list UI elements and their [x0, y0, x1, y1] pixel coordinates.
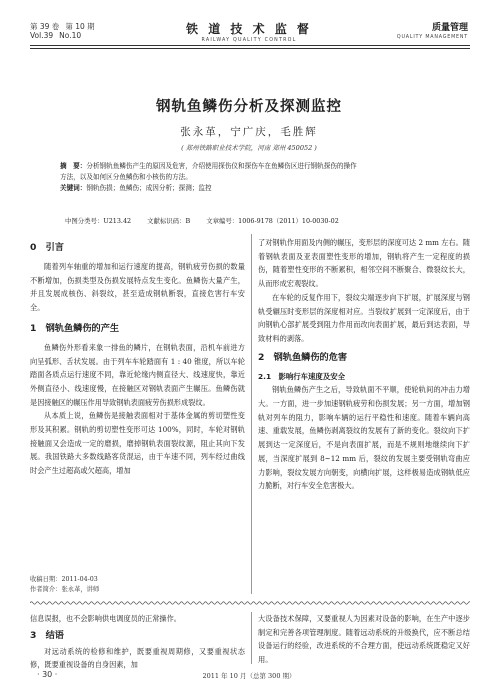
crack-paragraph: 在车轮的反复作用下，裂纹尖端逐步向下扩展，扩展深度与钢轨受辗压时变形层的深度相对应。当裂纹扩展到一定深度后，由于向钢轨心部扩展受到阻力作用而改向表面扩展，最后到达表面，导致材料的剥落。 [258, 292, 470, 343]
section-2-1-heading: 2.1 影响行车速度及安全 [258, 371, 345, 381]
article-title: 钢轨鱼鳞伤分析及探测监控 [156, 99, 342, 115]
issue-date: 2011 年 10 月（总第 300 期） [202, 672, 296, 680]
section-title-en: QUALITY MANAGEMENT [396, 35, 468, 40]
section-3-heading: 3 结语 [30, 629, 64, 641]
article-number: 文章编号：1006-9178（2011）10-0030-02 [206, 217, 339, 225]
section-title: 质量管理 [431, 23, 468, 33]
bottom-right-paragraph: 大设备技术保障，又要重视人为因素对设备的影响，在生产中逐步制定和完善各项管理制度。随着远动系统的升级换代，应不断总结设备运行的经验，改进系统的不合理方面，使远动系统既稳定又好用。 [258, 614, 470, 665]
journal-title-en: RAILWAY QUALITY CONTROL [201, 38, 297, 43]
clc-number: 中图分类号：U213.42 [65, 217, 132, 225]
bottom-left-paragraph-1: 信息误报，也不会影响供电调度员的正常操作。 [30, 614, 181, 623]
wavy-separator [30, 600, 470, 606]
bottom-right-column [258, 612, 470, 667]
issue-en: No.10 [59, 31, 82, 40]
journal-title: 铁 道 技 术 监 督 [186, 22, 312, 36]
abstract-block [60, 161, 440, 194]
classification-line [65, 216, 445, 225]
article-affiliation: ( 郑州铁路职业技术学院，河南 郑州 450052 ) [181, 144, 317, 152]
page-number: · 30 · [37, 670, 58, 679]
continued-paragraph: 了对钢轨作用面及内侧的辗压，变形层的深度可达 2 mm 左右。随着钢轨表面及亚表面塑性变形的增加，钢轨将产生一定程度的损伤，随着塑性变形的不断累积，相邻空间不断聚合、微裂纹长大，从而形成宏观裂纹。 [258, 238, 470, 289]
bottom-column-divider [251, 612, 252, 664]
left-column [30, 236, 245, 478]
section-1-paragraph-1: 鱼鳞伤外形看来象一排鱼的鳞片，在钢轨表面，沿机车前进方向呈弧形、舌状发展。由于列车车轮踏面有 1 : 40 锥度，所以车轮踏面各质点运行速度不同，靠近轮缘内侧直径大、线速度快，靠近外侧直径小、线速度慢，在接触区对钢轨表面产生辗压。鱼鳞伤就是因接触区的辗压作用导致钢轨表面疲劳伤损形成裂纹。 [30, 342, 245, 407]
bottom-left-paragraph-2: 对远动系统的检修和维护，既要重视周期修，又要重视状态修，既要重视设备的自身因素，加 [30, 646, 245, 670]
section-2-heading: 2 钢轨鱼鳞伤的危害 [258, 351, 348, 363]
abstract-label: 摘 要： [60, 162, 87, 170]
keywords: 钢轨伤损；鱼鳞伤；成因分析；探测；监控 [86, 184, 212, 192]
abstract-text: 分析钢轨鱼鳞伤产生的原因及危害，介绍使用探伤仪和探伤车在鱼鳞伤区进行钢轨探伤的操作 [86, 162, 357, 170]
receipt-note [30, 575, 245, 595]
header-rule [30, 45, 470, 46]
header-rule-thin [30, 48, 470, 49]
right-column [258, 236, 470, 493]
section-2-1-paragraph: 钢轨鱼鳞伤产生之后，导致轨面不平顺，使轮轨间的冲击力增大。一方面，进一步加速钢轨疲劳和伤损发展；另一方面，增加钢轨对列车的阻力，影响车辆的运行平稳性和速度。随着车辆向高速、重载发展，鱼鳞伤剥离裂纹的发展有了新的变化。裂纹向下扩展到达一定深度后，不是向表面扩展，而是不规则地继续向下扩展，当深度扩展到 8~12 mm 后，裂纹的发展主要受钢轨弯曲应力影响，裂纹发展方向朝变，向横向扩展，这样极易造成钢轨低应力脆断，对行车安全危害极大。 [258, 385, 470, 491]
keywords-label: 关键词： [60, 184, 87, 192]
author-bio: 作者简介：张永革，讲师 [30, 586, 100, 593]
article-authors: 张永革，宁广庆，毛胜辉 [180, 126, 318, 138]
section-0-paragraph: 随着列车轴重的增加和运行速度的提高，钢轨疲劳伤损的数量不断增加，伤损类型及伤损发展特点发生变化。鱼鳞伤大量产生，并且发展成核伤、斜裂纹，甚至造成钢轨断裂，直接危害行车安全。 [30, 262, 245, 313]
volume: 第 39 卷 [30, 22, 60, 31]
section-label [397, 20, 468, 40]
column-divider [251, 234, 252, 594]
section-0-heading: 0 引言 [30, 242, 64, 253]
issue: 第 10 期 [65, 22, 95, 31]
section-1-paragraph-2: 从本质上说，鱼鳞伤是接触表面相对于基体金属的剪切塑性变形及其积累。钢轨的剪切塑性变形可达 100%，同时，车轮对钢轨接触面又会造成一定的磨损，磨掉钢轨表面裂纹源，阻止其向下发展。我国铁路大多数线路客货混运，由于车速不同，列车经过曲线时会产生过超高或欠超高，增加 [30, 411, 245, 476]
document-code: 文献标识码：B [147, 217, 191, 225]
bottom-left-column [30, 612, 245, 672]
abstract-text-2: 方法，以及如何区分鱼鳞伤和小核伤的方法。 [60, 173, 192, 181]
section-1-heading: 1 钢轨鱼鳞伤的产生 [30, 322, 120, 334]
received-date: 收稿日期：2011-04-03 [30, 576, 98, 583]
volume-en: Vol.39 [30, 31, 54, 40]
